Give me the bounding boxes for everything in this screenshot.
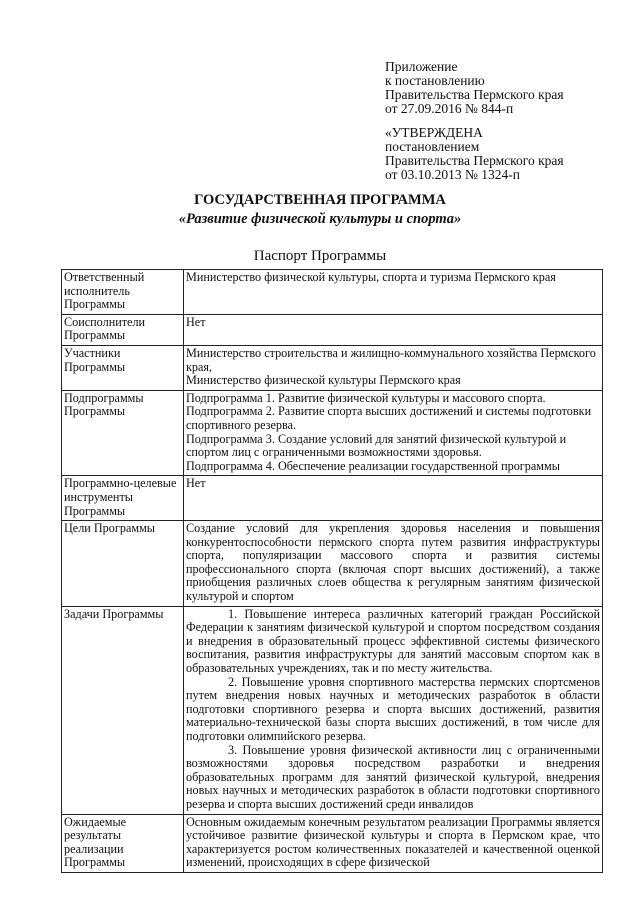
table-row (62, 345, 603, 390)
table-row (62, 606, 603, 814)
approved-authority: Правительства Пермского края (385, 153, 564, 168)
program-subtitle: «Развитие физической культуры и спорта» (178, 211, 462, 227)
row-label: Ответственный исполнитель Программы (62, 270, 184, 315)
approved-date: от 03.10.2013 № 1324-п (385, 167, 520, 182)
row-value (184, 390, 603, 476)
subprogram-1: Подпрограмма 1. Развитие физической культуры и массового спорта. (186, 390, 546, 405)
approved-ref: постановлением (385, 139, 480, 154)
row-label: Цели Программы (62, 521, 184, 607)
row-label: Соисполнители Программы (62, 314, 184, 345)
row-label: Подпрограммы Программы (62, 390, 184, 476)
row-label: Ожидаемые результаты реализации Программы (62, 814, 184, 872)
subprogram-2: Подпрограмма 2. Развитие спорта высших достижений и системы подготовки спортивного резерва. (186, 404, 592, 432)
row-value: Нет (184, 476, 603, 521)
appendix-label: Приложение (385, 59, 458, 74)
appendix-authority: Правительства Пермского края (385, 87, 564, 102)
subprogram-3: Подпрограмма 3. Создание условий для занятий физической культурой и спортом лиц с ограниченными возможностями здоровья. (186, 431, 567, 460)
subprogram-4: Подпрограмма 4. Обеспечение реализации государственной программы (186, 458, 560, 473)
passport-table (61, 269, 603, 873)
table-row (62, 814, 603, 872)
task-3: 3. Повышение уровня физической активности лиц с ограниченными возможностями здоровья посредством разработки и внедрения образовательных программ для занятий физической культурой, внедрения новых научных и методических разработок в области подготовки спортивного резерва и спорта высших достижений среди инвалидов (186, 742, 600, 811)
row-value: Создание условий для укрепления здоровья населения и повышения конкурентоспособности пермского спорта путем развития инфраструктуры спорта, популяризации массового спорта и развития системы профессионального спорта (включая спорт высших достижений), а также приобщения различных слоев общества к регулярным занятиям физической культурой и спортом (184, 521, 603, 607)
row-value: Основным ожидаемым конечным результатом реализации Программы является устойчивое развитие физической культуры и спорта в Пермском крае, что характеризуется ростом количественных показателей и качественной оценкой изменений, происходящих в сфере физической (184, 814, 603, 872)
approval-header (385, 60, 564, 182)
table-row (62, 476, 603, 521)
passport-heading: Паспорт Программы (253, 248, 387, 264)
appendix-ref: к постановлению (385, 73, 485, 88)
table-row (62, 390, 603, 476)
table-row (62, 314, 603, 345)
task-2: 2. Повышение уровня спортивного мастерства пермских спортсменов путем внедрения новых научных и методических разработок в области подготовки спортивного резерва и спорта высших достижений, развития материально-технической базы спорта высших достижений, в том числе для подготовки олимпийского резерва. (186, 674, 600, 743)
row-label: Программно-целевые инструменты Программы (62, 476, 184, 521)
participant-2: Министерство физической культуры Пермского края (186, 373, 461, 388)
row-value: Министерство физической культуры, спорта и туризма Пермского края (184, 270, 603, 315)
row-value (184, 606, 603, 814)
row-value: Нет (184, 314, 603, 345)
program-title: ГОСУДАРСТВЕННАЯ ПРОГРАММА (194, 192, 446, 208)
row-label: Задачи Программы (62, 606, 184, 814)
row-value (184, 345, 603, 390)
table-row (62, 521, 603, 607)
participant-1: Министерство строительства и жилищно-коммунального хозяйства Пермского края, (186, 345, 596, 374)
table-row (62, 270, 603, 315)
appendix-date: от 27.09.2016 № 844-п (385, 101, 514, 116)
approved-label: «УТВЕРЖДЕНА (385, 125, 483, 140)
task-1: 1. Повышение интереса различных категорий граждан Российской Федерации к занятиям физической культурой и спортом посредством создания и внедрения в образовательный процесс эффективной системы физического воспитания, развития инфраструктуры для занятий массовым спортом как в образовательных учреждениях, так и по месту жительства. (186, 606, 600, 676)
row-label: Участники Программы (62, 345, 184, 390)
